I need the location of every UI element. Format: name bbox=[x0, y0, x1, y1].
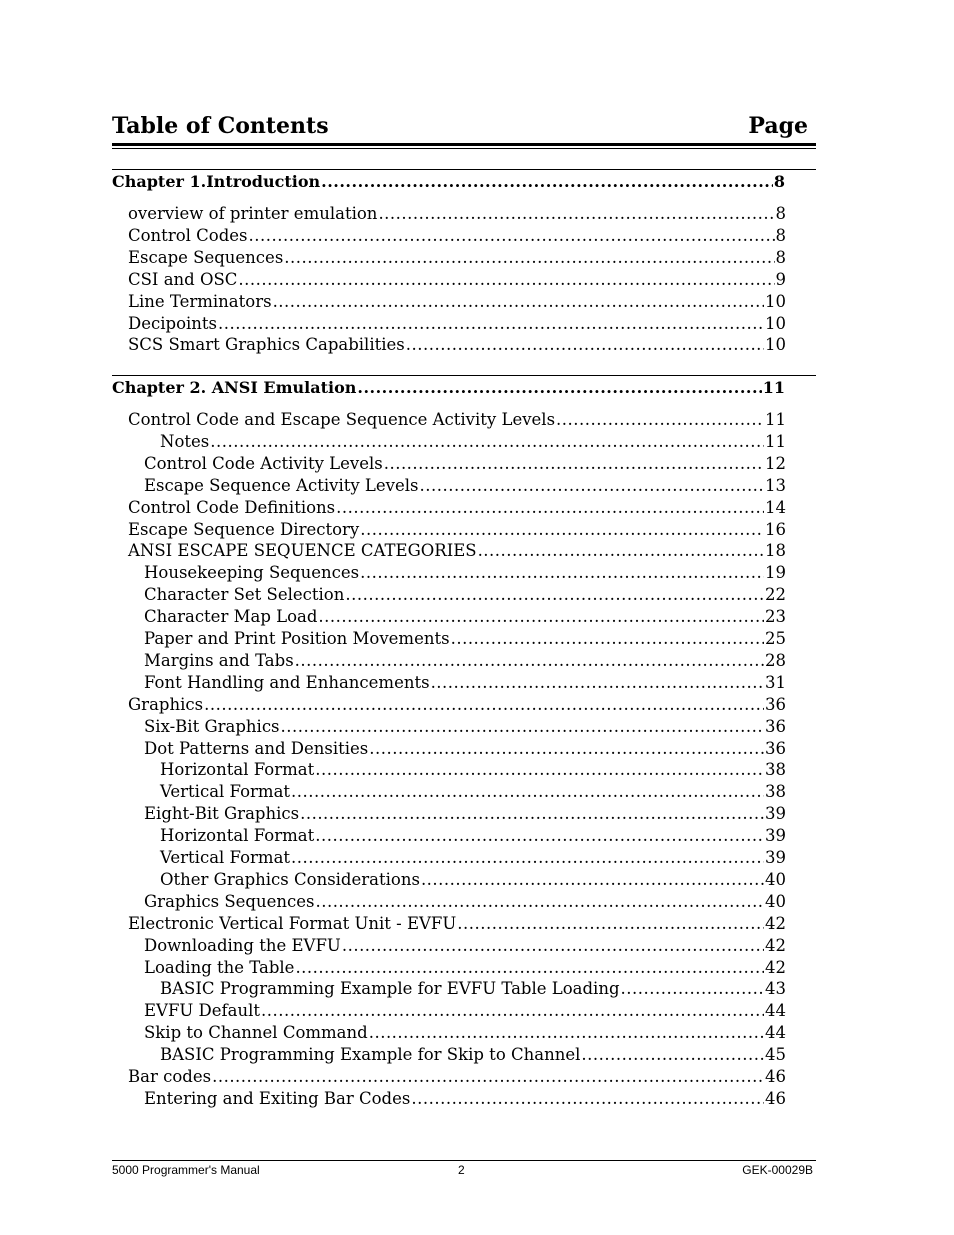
toc-entry-page: 13 bbox=[765, 475, 786, 495]
toc-entry-title: Bar codes bbox=[128, 1067, 212, 1086]
toc-entry[interactable] bbox=[160, 759, 786, 781]
toc-entry-page: 8 bbox=[775, 247, 786, 267]
toc-entry-page: 31 bbox=[765, 672, 786, 692]
toc-entry[interactable] bbox=[128, 291, 786, 313]
toc-entry[interactable] bbox=[144, 562, 786, 584]
toc-entry-title: BASIC Programming Example for Skip to Channel bbox=[160, 1045, 581, 1065]
dot-leader bbox=[315, 891, 764, 913]
toc-entry-page: 38 bbox=[765, 782, 786, 802]
toc-entry-title: overview of printer emulation bbox=[128, 204, 378, 223]
toc-chapter-1[interactable] bbox=[112, 171, 785, 193]
dot-leader bbox=[621, 978, 764, 1000]
dot-leader bbox=[291, 847, 764, 869]
toc-entry[interactable] bbox=[128, 269, 786, 291]
toc-entry[interactable] bbox=[128, 519, 786, 541]
toc-entry-title: ANSI ESCAPE SEQUENCE CATEGORIES bbox=[128, 541, 477, 561]
toc-entry[interactable] bbox=[144, 672, 786, 694]
toc-entry[interactable] bbox=[160, 781, 786, 803]
chapter-rule bbox=[112, 169, 816, 170]
toc-entry-title: Paper and Print Position Movements bbox=[144, 629, 450, 648]
dot-leader bbox=[369, 1022, 764, 1044]
dot-leader bbox=[419, 475, 764, 497]
dot-leader bbox=[451, 628, 764, 650]
toc-entry-page: 46 bbox=[765, 1067, 786, 1086]
toc-entry-page: 42 bbox=[765, 957, 786, 977]
dot-leader bbox=[249, 225, 775, 247]
toc-entry-page: 46 bbox=[765, 1088, 786, 1108]
toc-entry[interactable] bbox=[160, 978, 786, 1000]
toc-entry-page: 11 bbox=[765, 431, 786, 451]
toc-entry[interactable] bbox=[128, 694, 786, 716]
toc-entry-title: Graphics Sequences bbox=[144, 891, 315, 911]
toc-entry-title: Character Set Selection bbox=[144, 585, 345, 605]
toc-entry[interactable] bbox=[144, 803, 786, 825]
toc-entry-title: Vertical Format bbox=[160, 782, 291, 802]
toc-entry[interactable] bbox=[128, 540, 786, 562]
dot-leader bbox=[478, 540, 764, 562]
toc-entry[interactable] bbox=[144, 716, 786, 738]
toc-entry[interactable] bbox=[144, 1000, 786, 1022]
dot-leader bbox=[411, 1088, 764, 1110]
dot-leader bbox=[457, 913, 764, 935]
toc-entry[interactable] bbox=[128, 313, 786, 335]
toc-entry[interactable] bbox=[128, 497, 786, 519]
toc-entry-title: Notes bbox=[160, 431, 210, 451]
toc-entry-page: 14 bbox=[765, 497, 786, 517]
toc-entry[interactable] bbox=[128, 247, 786, 269]
toc-entry-page: 16 bbox=[765, 519, 786, 539]
toc-entry[interactable] bbox=[128, 225, 786, 247]
toc-entry-page: 10 bbox=[765, 335, 786, 355]
toc-entry-title: Electronic Vertical Format Unit - EVFU bbox=[128, 913, 457, 933]
toc-entry[interactable] bbox=[144, 891, 786, 913]
toc-entry-page: 40 bbox=[765, 869, 786, 889]
toc-entry[interactable] bbox=[144, 935, 786, 957]
toc-entry-page: 18 bbox=[765, 541, 786, 561]
dot-leader bbox=[261, 1000, 764, 1022]
toc-entry-page: 22 bbox=[765, 585, 786, 605]
toc-entry-title: Chapter 1.Introduction bbox=[112, 172, 321, 191]
toc-entry-title: Eight-Bit Graphics bbox=[144, 804, 300, 824]
toc-entry[interactable] bbox=[144, 453, 786, 475]
dot-leader bbox=[204, 694, 764, 716]
dot-leader bbox=[360, 519, 764, 541]
toc-entry-title: Decipoints bbox=[128, 313, 218, 333]
dot-leader bbox=[318, 606, 764, 628]
toc-entry[interactable] bbox=[128, 203, 786, 225]
toc-entry-title: Control Code Definitions bbox=[128, 497, 336, 517]
toc-entry-page: 8 bbox=[775, 204, 786, 223]
dot-leader bbox=[212, 1066, 764, 1088]
toc-entry[interactable] bbox=[144, 1022, 786, 1044]
toc-entry-page: 39 bbox=[765, 804, 786, 824]
toc-entry-title: Font Handling and Enhancements bbox=[144, 672, 430, 692]
toc-entry-page: 39 bbox=[765, 826, 786, 846]
toc-entry-page: 36 bbox=[765, 694, 786, 714]
dot-leader bbox=[210, 431, 764, 453]
toc-entry-page: 39 bbox=[765, 848, 786, 867]
toc-entry-title: Escape Sequences bbox=[128, 247, 284, 267]
dot-leader bbox=[281, 716, 764, 738]
dot-leader bbox=[273, 291, 764, 313]
toc-entry-title: Line Terminators bbox=[128, 291, 272, 311]
toc-entry[interactable] bbox=[144, 606, 786, 628]
toc-entry-page: 10 bbox=[765, 291, 786, 311]
toc-entry-title: Character Map Load bbox=[144, 607, 318, 627]
toc-entry[interactable] bbox=[144, 1088, 786, 1110]
toc-entry-title: Dot Patterns and Densities bbox=[144, 738, 369, 758]
toc-entry-title: Chapter 2. ANSI Emulation bbox=[112, 378, 357, 397]
dot-leader bbox=[345, 584, 764, 606]
header-rule-thin bbox=[112, 148, 816, 149]
dot-leader bbox=[315, 759, 764, 781]
dot-leader bbox=[421, 869, 764, 891]
toc-entry[interactable] bbox=[160, 1044, 786, 1066]
toc-entry-title: Graphics bbox=[128, 694, 204, 714]
toc-entry-page: 9 bbox=[775, 269, 786, 289]
document-page bbox=[112, 0, 816, 1235]
toc-entry-title: SCS Smart Graphics Capabilities bbox=[128, 335, 405, 355]
toc-entry-page: 36 bbox=[765, 716, 786, 736]
toc-entry-title: BASIC Programming Example for EVFU Table Loading bbox=[160, 979, 620, 999]
dot-leader bbox=[295, 957, 764, 979]
toc-entry-title: Horizontal Format bbox=[160, 760, 315, 780]
toc-entry-title: Escape Sequence Directory bbox=[128, 519, 360, 539]
toc-header bbox=[112, 113, 816, 143]
footer-page-number: 2 bbox=[458, 1163, 465, 1177]
toc-entry-title: Other Graphics Considerations bbox=[160, 869, 420, 889]
dot-leader bbox=[342, 935, 764, 957]
toc-entry-page: 44 bbox=[765, 1023, 786, 1043]
dot-leader bbox=[431, 672, 764, 694]
footer-manual-title: 5000 Programmer's Manual bbox=[112, 1163, 260, 1177]
dot-leader bbox=[357, 377, 761, 399]
footer-rule bbox=[112, 1160, 816, 1161]
toc-entry-title: Vertical Format bbox=[160, 848, 291, 867]
toc-entry-page: 40 bbox=[765, 891, 786, 911]
dot-leader bbox=[321, 171, 773, 193]
dot-leader bbox=[406, 334, 764, 356]
toc-entry[interactable] bbox=[128, 409, 786, 431]
toc-entry-page: 11 bbox=[762, 378, 785, 397]
toc-entry[interactable] bbox=[144, 584, 786, 606]
toc-entry[interactable] bbox=[144, 957, 786, 979]
toc-entry[interactable] bbox=[160, 869, 786, 891]
toc-entry-page: 36 bbox=[765, 738, 786, 758]
header-rule-thick bbox=[112, 143, 816, 146]
toc-entry-page: 44 bbox=[765, 1001, 786, 1021]
toc-entry-title: Horizontal Format bbox=[160, 826, 315, 846]
toc-entry-page: 25 bbox=[765, 629, 786, 648]
toc-entry-title: Downloading the EVFU bbox=[144, 935, 341, 955]
dot-leader bbox=[315, 825, 764, 847]
toc-entry-title: Escape Sequence Activity Levels bbox=[144, 475, 419, 495]
toc-entry[interactable] bbox=[160, 825, 786, 847]
toc-entry[interactable] bbox=[128, 1066, 786, 1088]
toc-entry[interactable] bbox=[160, 847, 786, 869]
toc-entry-page: 45 bbox=[765, 1045, 786, 1065]
toc-entry-title: Housekeeping Sequences bbox=[144, 563, 360, 583]
dot-leader bbox=[581, 1044, 764, 1066]
dot-leader bbox=[238, 269, 774, 291]
footer-document-code: GEK-00029B bbox=[742, 1163, 813, 1177]
toc-entry-title: Loading the Table bbox=[144, 957, 295, 977]
toc-entry-page: 11 bbox=[765, 410, 786, 429]
toc-entry-page: 43 bbox=[765, 979, 786, 999]
toc-entry[interactable] bbox=[160, 431, 786, 453]
toc-entry-title: Control Code and Escape Sequence Activity Levels bbox=[128, 410, 556, 429]
chapter-rule bbox=[112, 375, 816, 376]
toc-entry[interactable] bbox=[128, 913, 786, 935]
dot-leader bbox=[284, 247, 774, 269]
toc-entry-title: Control Code Activity Levels bbox=[144, 453, 383, 473]
toc-title: Table of Contents bbox=[112, 113, 329, 139]
toc-entry[interactable] bbox=[144, 738, 786, 760]
dot-leader bbox=[218, 313, 764, 335]
toc-entry-title: EVFU Default bbox=[144, 1001, 261, 1021]
dot-leader bbox=[295, 650, 764, 672]
toc-entry-page: 19 bbox=[765, 563, 786, 583]
toc-entry[interactable] bbox=[144, 628, 786, 650]
dot-leader bbox=[291, 781, 764, 803]
page-column-label: Page bbox=[748, 113, 808, 139]
dot-leader bbox=[378, 203, 774, 225]
toc-entry[interactable] bbox=[144, 650, 786, 672]
toc-entry-page: 42 bbox=[765, 913, 786, 933]
toc-chapter-2[interactable] bbox=[112, 377, 785, 399]
toc-entry-page: 38 bbox=[765, 760, 786, 780]
toc-entry-page: 42 bbox=[765, 935, 786, 955]
dot-leader bbox=[556, 409, 764, 431]
toc-entry[interactable] bbox=[144, 475, 786, 497]
toc-entry-title: Control Codes bbox=[128, 225, 248, 245]
toc-entry-title: CSI and OSC bbox=[128, 269, 238, 289]
toc-entry-page: 28 bbox=[765, 650, 786, 670]
toc-entry-page: 12 bbox=[765, 453, 786, 473]
toc-entry-page: 10 bbox=[765, 313, 786, 333]
toc-entry-page: 23 bbox=[765, 607, 786, 627]
toc-entry-title: Margins and Tabs bbox=[144, 650, 294, 670]
toc-entry-title: Six-Bit Graphics bbox=[144, 716, 280, 736]
dot-leader bbox=[300, 803, 764, 825]
dot-leader bbox=[360, 562, 764, 584]
dot-leader bbox=[336, 497, 764, 519]
toc-entry-page: 8 bbox=[775, 225, 786, 245]
toc-entry-page: 8 bbox=[773, 172, 785, 191]
dot-leader bbox=[369, 738, 764, 760]
dot-leader bbox=[384, 453, 764, 475]
toc-entry-title: Entering and Exiting Bar Codes bbox=[144, 1088, 411, 1108]
toc-entry-title: Skip to Channel Command bbox=[144, 1023, 368, 1043]
toc-entry[interactable] bbox=[128, 334, 786, 356]
